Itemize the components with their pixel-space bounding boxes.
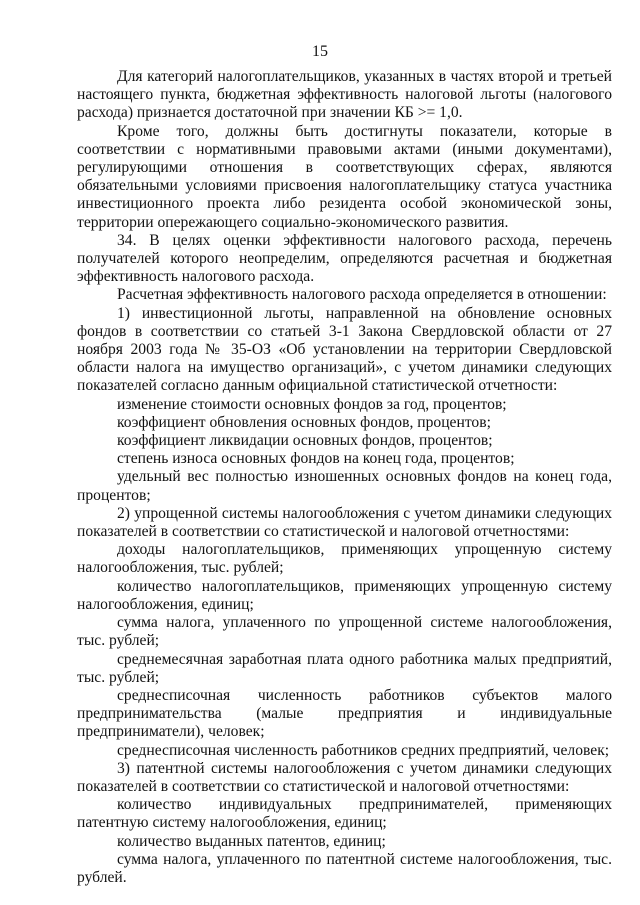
list-item: изменение стоимости основных фондов за год, процентов; xyxy=(117,395,507,413)
list-item: среднесписочная численность работников субъектов малого предпринимательства (малые предприятия и индивидуальные предприниматели), человек; xyxy=(77,686,612,741)
paragraph: Расчетная эффективность налогового расхода определяется в отношении: xyxy=(117,286,607,304)
paragraph: Кроме того, должны быть достигнуты показатели, которые в соответствии с нормативными правовыми актами (иными документами), регулирующими отношения в соответствующих сферах, являются обязательными условиями присвоения налогоплательщику статуса участника инвестиционного проекта либо резидента особой экономической зоны, территории опережающего социально-экономического развития. xyxy=(77,122,612,231)
list-item: среднесписочная численность работников средних предприятий, человек; xyxy=(117,741,610,759)
list-item: коэффициент ликвидации основных фондов, процентов; xyxy=(117,432,493,450)
paragraph: 3) патентной системы налогообложения с учетом динамики следующих показателей в соответствии со статистической и налоговой отчетностями: xyxy=(77,759,612,795)
list-item: удельный вес полностью изношенных основных фондов на конец года, процентов; xyxy=(77,468,612,504)
document-body xyxy=(77,68,612,887)
list-item: среднемесячная заработная плата одного работника малых предприятий, тыс. рублей; xyxy=(77,650,612,686)
paragraph: 2) упрощенной системы налогообложения с учетом динамики следующих показателей в соответствии со статистической и налоговой отчетностями: xyxy=(77,504,612,541)
page-number: 15 xyxy=(312,43,328,60)
list-item: количество выданных патентов, единиц; xyxy=(117,832,386,850)
list-item: коэффициент обновления основных фондов, процентов; xyxy=(117,413,491,431)
list-item: доходы налогоплательщиков, применяющих упрощенную систему налогообложения, тыс. рублей; xyxy=(77,541,612,577)
list-item: количество налогоплательщиков, применяющих упрощенную систему налогообложения, единиц; xyxy=(77,577,612,613)
list-item: количество индивидуальных предпринимателей, применяющих патентную систему налогообложения, единиц; xyxy=(77,796,612,832)
paragraph: Для категорий налогоплательщиков, указанных в частях второй и третьей настоящего пункта, бюджетная эффективность налоговой льготы (налогового расхода) признается достаточной при значении КБ >= 1,0. xyxy=(77,68,612,122)
list-item: степень износа основных фондов на конец года, процентов; xyxy=(117,450,515,468)
paragraph: 34. В целях оценки эффективности налогового расхода, перечень получателей которого неопределим, определяются расчетная и бюджетная эффективность налогового расхода. xyxy=(77,231,612,286)
list-item: сумма налога, уплаченного по упрощенной системе налогообложения, тыс. рублей; xyxy=(77,614,612,650)
paragraph: 1) инвестиционной льготы, направленной на обновление основных фондов в соответствии со статьей 3-1 Закона Свердловской области от 27 ноября 2003 года № 35-ОЗ «Об установлении на территории Свердловской области налога на имущество организаций», с учетом динамики следующих показателей согласно данным официальной статистической отчетности: xyxy=(77,304,612,395)
list-item: сумма налога, уплаченного по патентной системе налогообложения, тыс. рублей. xyxy=(77,850,612,886)
